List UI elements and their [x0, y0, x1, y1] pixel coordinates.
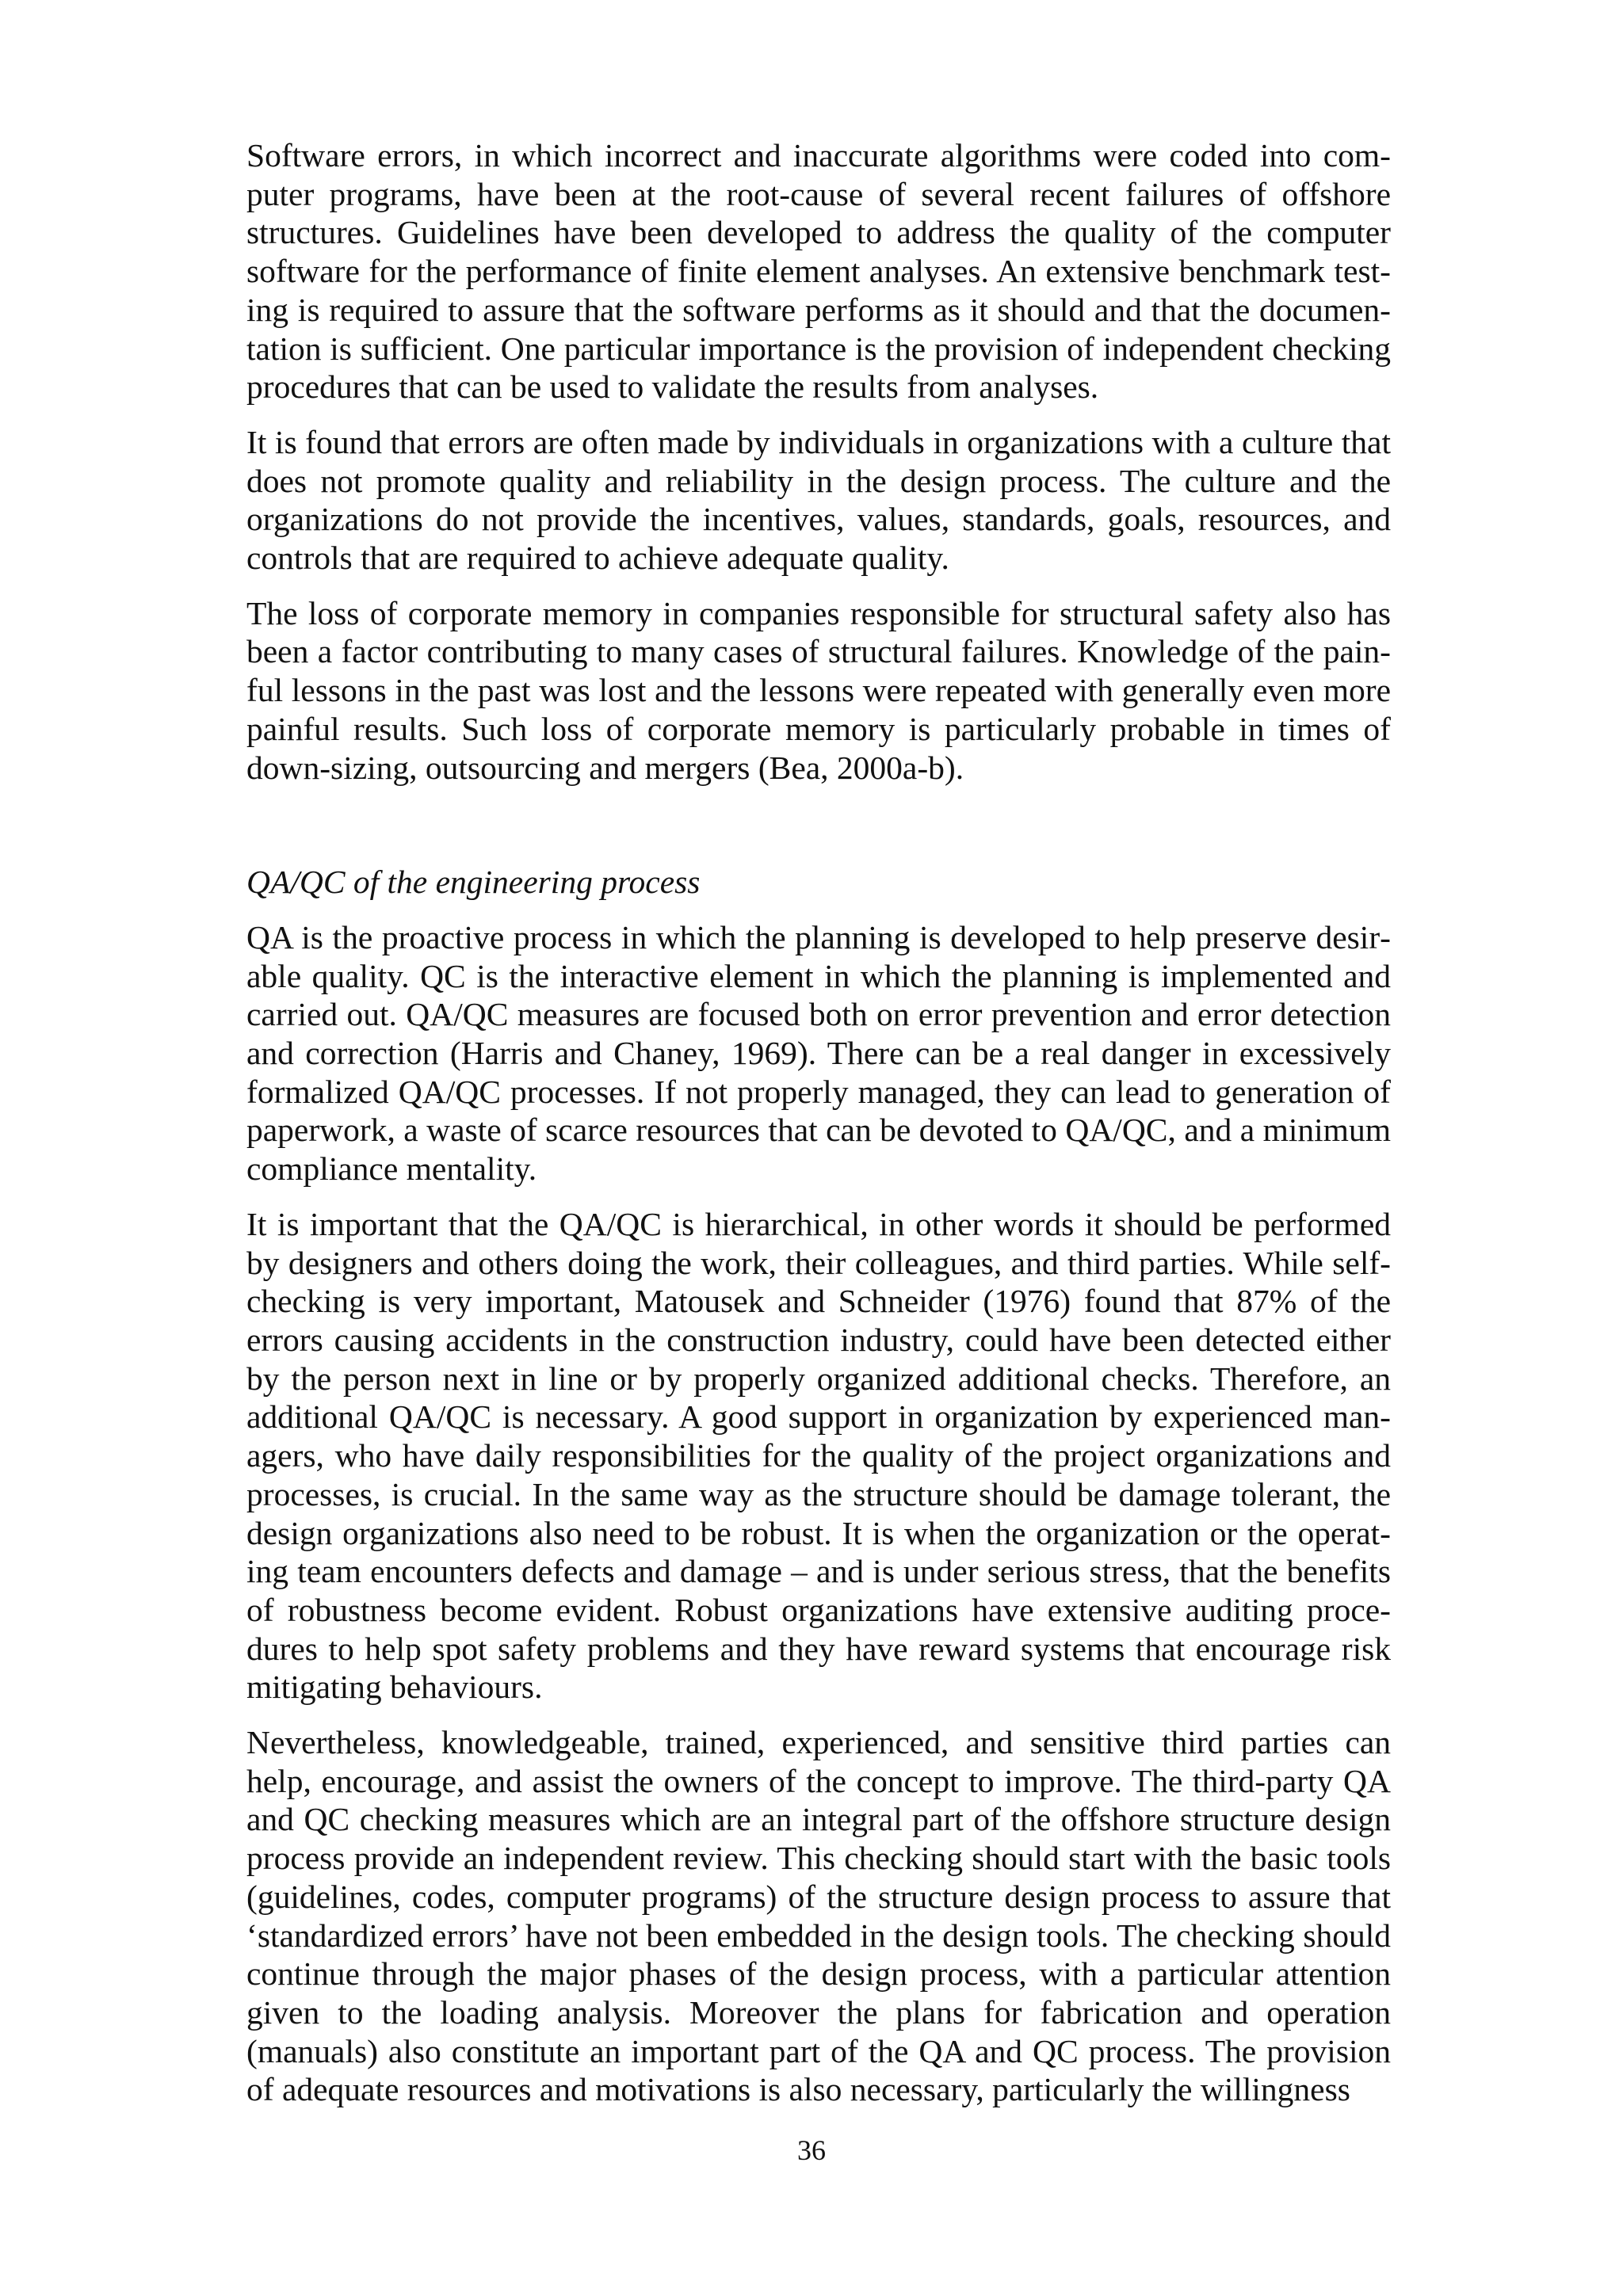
section-heading-wrapper: [246, 863, 1391, 902]
paragraph-hierarchical-qa-qc: It is important that the QA/QC is hierarchical, in other words it should be performed by designers and others doing the work, their colleagues, and third parties. While self-checking is very important, Matousek and Schneider (1976) found that 87% of the errors causing accidents in the construction industry, could have been detected either by the person next in line or by properly organized additional checks. Therefore, an additional QA/QC is necessary. A good support in organization by experienced managers, who have daily responsibilities for the quality of the project organizations and processes, is crucial. In the same way as the structure should be damage tolerant, the design organizations also need to be robust. It is when the organization or the operating team encounters defects and damage – and is under serious stress, that the benefits of robustness become evident. Robust organizations have extensive auditing procedures to help spot safety problems and they have reward systems that encourage risk mitigating behaviours.: [246, 1205, 1391, 1706]
paragraph-third-parties: Nevertheless, knowledgeable, trained, experienced, and sensitive third parties can help, encourage, and assist the owners of the concept to improve. The third-party QA and QC checking measures which are an integral part of the offshore structure design process provide an independent review. This checking should start with the basic tools (guidelines, codes, computer programs) of the structure design process to assure that ‘standardized errors’ have not been embedded in the design tools. The checking should continue through the major phases of the design process, with a particular attention given to the loading analysis. Moreover the plans for fabrication and operation (manuals) also constitute an important part of the QA and QC process. The provision of adequate resources and motivations is also necessary, particularly the willingness: [246, 1724, 1391, 2108]
paragraph-software-errors: Software errors, in which incorrect and inaccurate algorithms were coded into computer programs, have been at the root-cause of several recent failures of offshore structures. Guidelines have been developed to address the quality of the computer software for the performance of finite element analyses. An extensive benchmark testing is required to assure that the software performs as it should and that the documentation is sufficient. One particular importance is the provision of independent checking procedures that can be used to validate the results from analyses.: [246, 137, 1391, 406]
section-heading: QA/QC of the engineering process: [246, 864, 701, 901]
page-body: [246, 136, 1391, 2109]
paragraph-organizational-culture: It is found that errors are often made by individuals in organizations with a culture that does not promote quality and reliability in the design process. The culture and the organizations do not provide the incentives, values, standards, goals, resources, and controls that are required to achieve adequate quality.: [246, 423, 1391, 577]
paragraph-qa-qc-definition: QA is the proactive process in which the planning is developed to help preserve desirable quality. QC is the interactive element in which the planning is implemented and carried out. QA/QC measures are focused both on error prevention and error detection and correction (Harris and Chaney, 1969). There can be a real danger in excessively formalized QA/QC processes. If not properly managed, they can lead to generation of paperwork, a waste of scarce resources that can be devoted to QA/QC, and a minimum compliance mentality.: [246, 918, 1391, 1188]
page-number: 36: [797, 2134, 826, 2166]
paragraph-corporate-memory: The loss of corporate memory in companies responsible for structural safety also has been a factor contributing to many cases of structural failures. Knowledge of the painful lessons in the past was lost and the lessons were repeated with generally even more painful results. Such loss of corporate memory is particularly probable in times of down-sizing, outsourcing and mergers (Bea, 2000a-b).: [246, 594, 1391, 786]
